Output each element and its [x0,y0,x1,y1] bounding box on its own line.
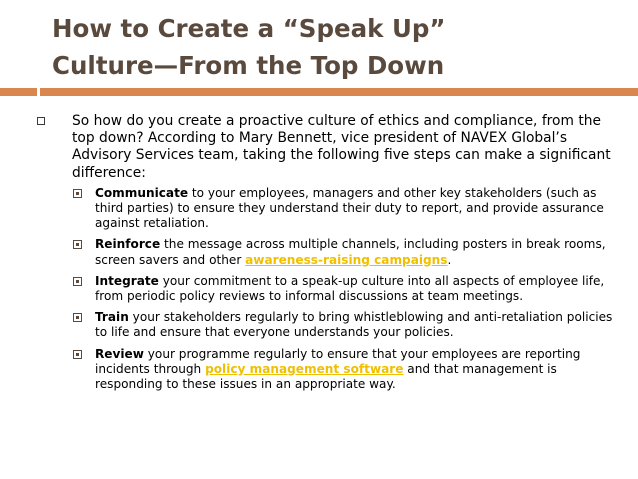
intro-text: So how do you create a proactive culture of ethics and compliance, from the top down? According to Mary Bennett, vice president of NAVEX Global’s Advisory Services team, taking the following five steps can make a significant difference: [72,113,611,181]
step-text: to your employees, managers and other key stakeholders (such as third parties) to ensure they understand their duty to report, and provide assurance against retaliation. [95,185,604,231]
step-reinforce [37,237,615,267]
intro-bullet [37,113,615,182]
step-keyword: Integrate [95,273,159,288]
slide-title-line-1: How to Create a “Speak Up” [52,14,446,43]
step-keyword: Communicate [95,185,189,200]
step-text: your programme regularly to ensure that your employees are reporting incidents through [95,346,581,376]
step-text: the message across multiple channels, including posters in break rooms, screen savers and other [95,237,606,267]
steps-list [37,186,615,392]
boxed-square-bullet-icon [73,350,82,359]
title-divider-left [0,88,37,96]
step-keyword: Train [95,310,129,325]
slide-title-line-2: Culture—From the Top Down [52,51,445,80]
policy-software-link[interactable]: policy management software [205,361,404,376]
boxed-square-bullet-icon [73,240,82,249]
title-divider-right [40,88,638,96]
awareness-campaigns-link[interactable]: awareness-raising campaigns [245,252,448,267]
step-integrate [37,274,615,304]
step-text: your stakeholders regularly to bring whistleblowing and anti-retaliation policies to life and ensure that everyone understands your policies. [95,310,613,340]
boxed-square-bullet-icon [73,313,82,322]
hollow-square-bullet-icon [37,117,45,125]
boxed-square-bullet-icon [73,277,82,286]
slide-body [37,113,615,398]
step-keyword: Reinforce [95,237,161,252]
step-text-end: . [447,252,452,267]
slide-title [52,10,612,84]
boxed-square-bullet-icon [73,189,82,198]
step-text: your commitment to a speak-up culture into all aspects of employee life, from periodic policy reviews to informal discussions at team meetings. [95,273,605,304]
step-text-end: and that management is responding to these issues in an appropriate way. [95,361,557,392]
step-train [37,310,615,340]
step-keyword: Review [95,346,144,361]
step-review [37,347,615,393]
step-communicate [37,186,615,232]
